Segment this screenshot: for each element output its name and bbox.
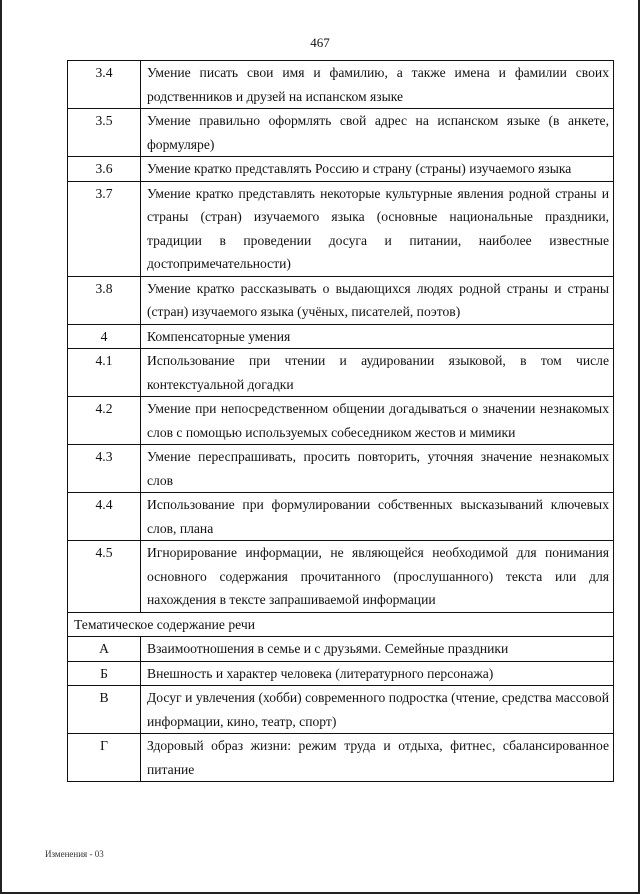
content-table [67, 60, 614, 782]
row-number: 4.1 [68, 349, 141, 397]
table-row [68, 541, 614, 613]
topic-letter: В [68, 686, 141, 734]
table-row [68, 276, 614, 324]
row-text: Умение кратко представлять Россию и страну (страны) изучаемого языка [141, 157, 614, 182]
topic-letter: Б [68, 661, 141, 686]
topic-text: Взаимоотношения в семье и с друзьями. Семейные праздники [141, 637, 614, 662]
topic-letter: А [68, 637, 141, 662]
topic-text: Досуг и увлечения (хобби) современного подростка (чтение, средства массовой информации, кино, театр, спорт) [141, 686, 614, 734]
row-number: 4.3 [68, 445, 141, 493]
topic-row [68, 637, 614, 662]
topic-text: Внешность и характер человека (литературного персонажа) [141, 661, 614, 686]
row-number: 3.4 [68, 61, 141, 109]
row-text: Умение переспрашивать, просить повторить, уточняя значение незнакомых слов [141, 445, 614, 493]
table-row [68, 445, 614, 493]
row-text: Игнорирование информации, не являющейся необходимой для понимания основного содержания прочитанного (прослушанного) текста или для нахождения в тексте запрашиваемой информации [141, 541, 614, 613]
section-title: Тематическое содержание речи [68, 612, 614, 637]
row-number: 4 [68, 324, 141, 349]
table-row [68, 61, 614, 109]
row-number: 3.5 [68, 109, 141, 157]
row-number: 3.8 [68, 276, 141, 324]
row-number: 4.5 [68, 541, 141, 613]
row-text: Использование при чтении и аудировании языковой, в том числе контекстуальной догадки [141, 349, 614, 397]
topic-row [68, 661, 614, 686]
table-row [68, 181, 614, 276]
table-row [68, 493, 614, 541]
row-text: Умение кратко рассказывать о выдающихся людях родной страны и страны (стран) изучаемого языка (учёных, писателей, поэтов) [141, 276, 614, 324]
page-number: 467 [310, 35, 330, 50]
table-row [68, 324, 614, 349]
row-number: 3.7 [68, 181, 141, 276]
row-text: Умение правильно оформлять свой адрес на испанском языке (в анкете, формуляре) [141, 109, 614, 157]
row-text: Использование при формулировании собственных высказываний ключевых слов, плана [141, 493, 614, 541]
footer-revision-note: Изменения - 03 [45, 849, 104, 859]
table-row [68, 109, 614, 157]
row-text: Умение писать свои имя и фамилию, а также имена и фамилии своих родственников и друзей на испанском языке [141, 61, 614, 109]
row-number: 4.4 [68, 493, 141, 541]
table-row [68, 349, 614, 397]
topic-letter: Г [68, 734, 141, 782]
row-number: 3.6 [68, 157, 141, 182]
row-number: 4.2 [68, 397, 141, 445]
row-text: Компенсаторные умения [141, 324, 614, 349]
topic-row [68, 734, 614, 782]
section-title-row [68, 612, 614, 637]
table-row [68, 397, 614, 445]
topic-row [68, 686, 614, 734]
topic-text: Здоровый образ жизни: режим труда и отдыха, фитнес, сбалансированное питание [141, 734, 614, 782]
table-row [68, 157, 614, 182]
row-text: Умение кратко представлять некоторые культурные явления родной страны и страны (стран) изучаемого языка (основные национальные праздники, традиции в проведении досуга и питании, наиболее известные достопримечательности) [141, 181, 614, 276]
row-text: Умение при непосредственном общении догадываться о значении незнакомых слов с помощью используемых собеседником жестов и мимики [141, 397, 614, 445]
